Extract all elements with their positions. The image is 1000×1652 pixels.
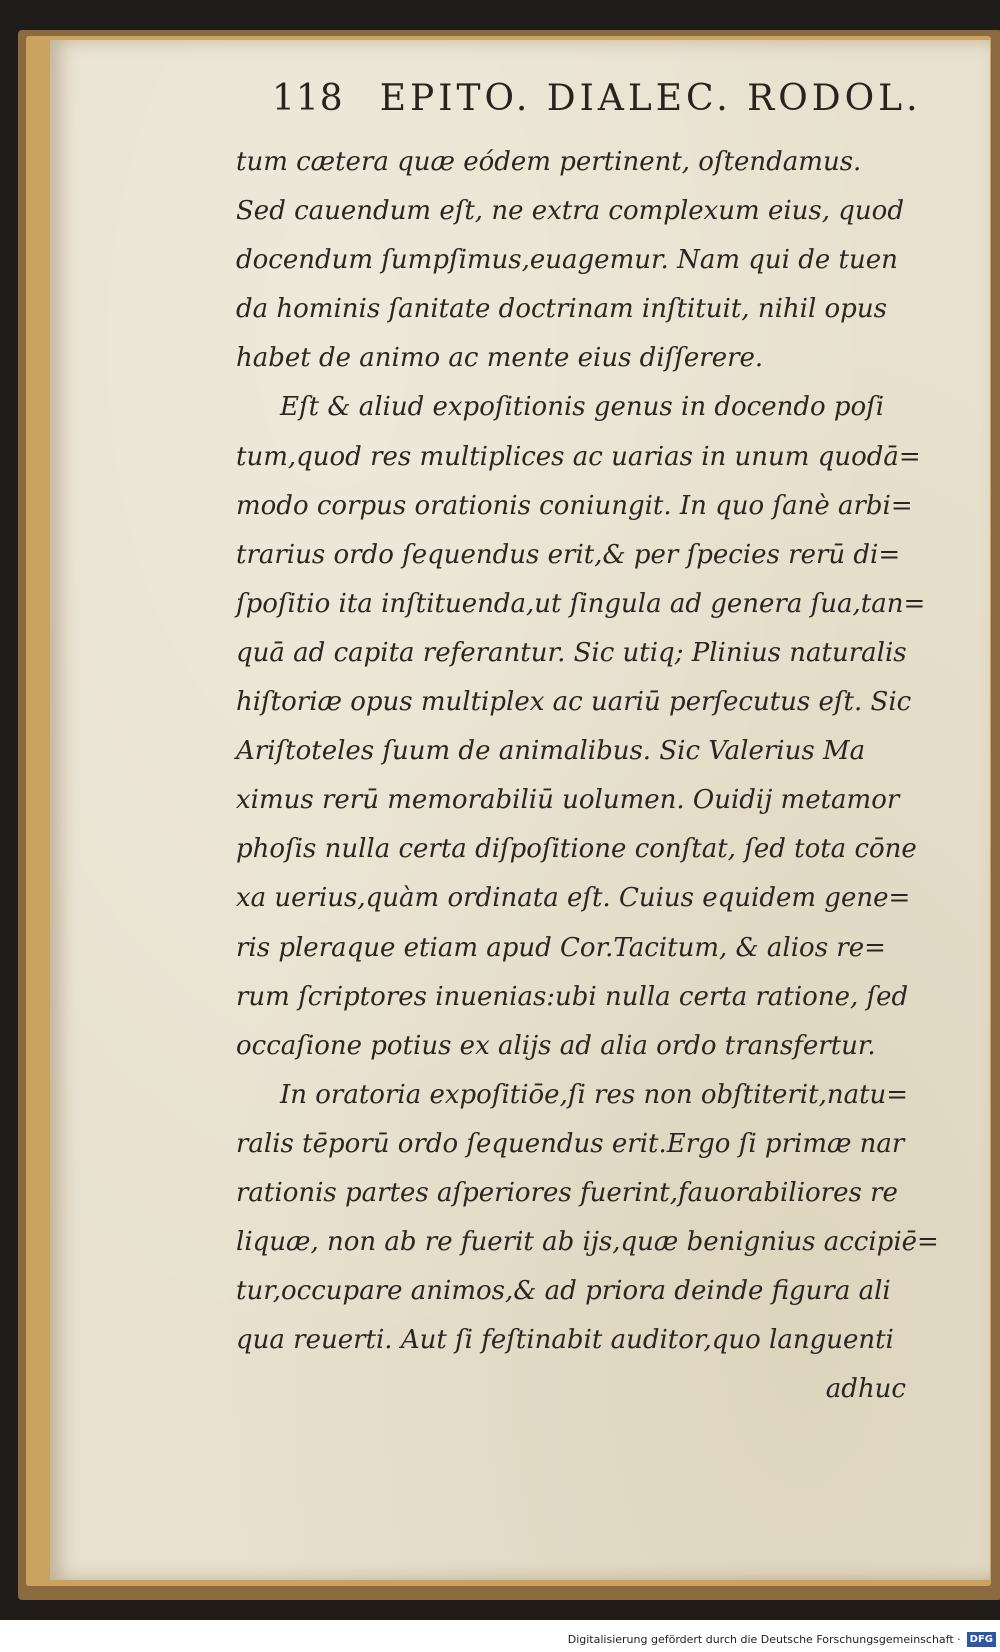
text-line: da hominis ſanitate doctrinam inſtituit, nihil opus bbox=[236, 294, 887, 325]
text-line: ſpoſitio ita inſtituenda,ut ſingula ad genera ſua,tan= bbox=[236, 588, 926, 619]
body-text bbox=[236, 138, 939, 1414]
text-line: rationis partes aſperiores fuerint,fauorabiliores re bbox=[236, 1177, 898, 1208]
text-line: ralis tēporū ordo ſequendus erit.Ergo ſi primæ nar bbox=[236, 1128, 905, 1159]
dfg-logo: DFG bbox=[967, 1632, 996, 1647]
text-line: liquæ, non ab re fuerit ab ijs,quæ benignius accipiē= bbox=[236, 1227, 939, 1258]
text-line: quā ad capita referantur. Sic utiq; Plinius naturalis bbox=[236, 637, 907, 668]
text-line: habet de animo ac mente eius diſſerere. bbox=[236, 343, 764, 374]
text-line: modo corpus orationis coniungit. In quo ſanè arbi= bbox=[236, 490, 913, 521]
catchword: adhuc bbox=[825, 1374, 906, 1405]
funding-note: Digitalisierung gefördert durch die Deutsche Forschungsgemeinschaft · bbox=[567, 1632, 961, 1646]
running-head: EPITO. DIALEC. RODOL. bbox=[379, 78, 922, 119]
page-header bbox=[272, 78, 922, 138]
text-line: Eſt & aliud expoſitionis genus in docendo poſi bbox=[280, 392, 885, 423]
text-line: qua reuerti. Aut ſi feſtinabit auditor,quo languenti bbox=[236, 1325, 894, 1356]
page-number: 118 bbox=[272, 78, 344, 119]
text-line: tum cætera quæ eódem pertinent, oſtendamus. bbox=[236, 147, 862, 177]
text-line: ximus rerū memorabiliū uolumen. Ouidij metamor bbox=[236, 785, 900, 816]
text-line: tur,occupare animos,& ad priora deinde figura ali bbox=[236, 1276, 891, 1307]
text-line: Sed cauendum eſt, ne extra complexum eius, quod bbox=[236, 196, 904, 227]
text-line: tum,quod res multiplices ac uarias in unum quodā= bbox=[236, 441, 921, 472]
text-line: occaſione potius ex alijs ad alia ordo transfertur. bbox=[236, 1030, 876, 1061]
footer-bar bbox=[0, 1626, 1000, 1652]
text-line: phoſis nulla certa diſpoſitione conſtat, ſed tota cōne bbox=[236, 834, 917, 865]
text-line: xa uerius,quàm ordinata eſt. Cuius equidem gene= bbox=[236, 883, 911, 914]
text-line: ris pleraque etiam apud Cor.Tacitum, & alios re= bbox=[236, 932, 886, 963]
text-line: In oratoria expoſitiōe,ſi res non obſtiterit,natu= bbox=[280, 1079, 909, 1110]
text-line: rum ſcriptores inuenias:ubi nulla certa ratione, ſed bbox=[236, 981, 909, 1012]
text-line: hiſtoriæ opus multiplex ac uariū perſecutus eſt. Sic bbox=[236, 687, 912, 718]
text-line: trarius ordo ſequendus erit,& per ſpecies rerū di= bbox=[236, 539, 901, 570]
text-line: Ariſtoteles ſuum de animalibus. Sic Valerius Ma bbox=[236, 736, 866, 767]
text-line: docendum ſumpſimus,euagemur. Nam qui de tuen bbox=[236, 245, 898, 276]
